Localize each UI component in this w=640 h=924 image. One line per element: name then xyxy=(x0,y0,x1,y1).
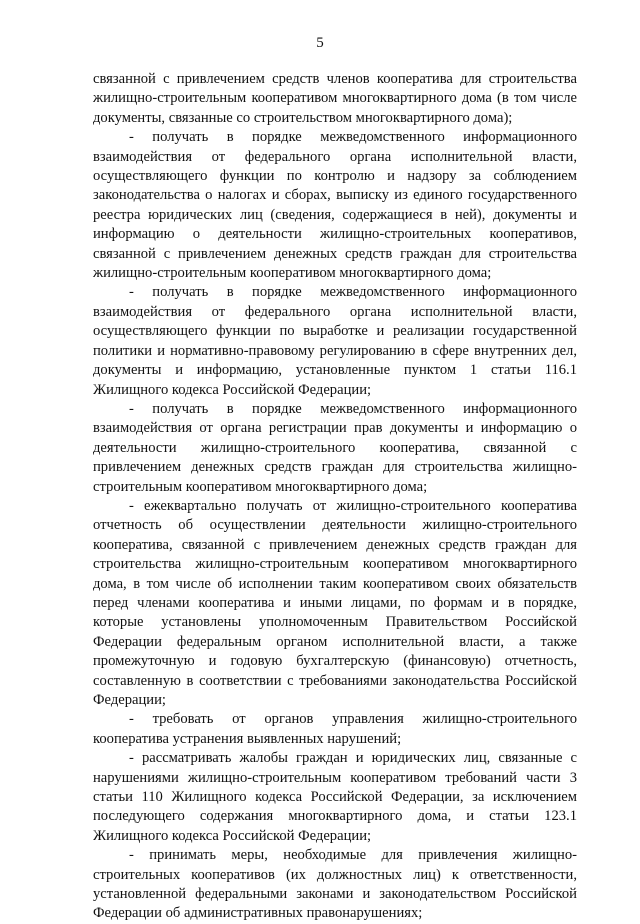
paragraph-continuation: связанной с привлечением средств членов кооператива для строительства жилищно-строительным кооперативом многоквартирного дома (в том числе документы, связанные со строительством многоквартирного дома); xyxy=(93,71,577,126)
paragraph-registration-authority-info: - получать в порядке межведомственного информационного взаимодействия от органа регистрации прав документы и информацию о деятельности жилищно-строительного кооператива, связанной с привлечением денежных средств граждан для строительства жилищно-строительным кооперативом многоквартирного дома; xyxy=(93,400,577,495)
paragraph-liability-measures: - принимать меры, необходимые для привлечения жилищно-строительных кооперативов (их должностных лиц) к ответственности, установленной федеральными законами и законодательством Российской Федерации об административных правонарушениях; xyxy=(93,847,577,922)
paragraph-complaints: - рассматривать жалобы граждан и юридических лиц, связанные с нарушениями жилищно-строительным кооперативом требований части 3 статьи 110 Жилищного кодекса Российской Федерации, за исключением последующего содержания многоквартирного дома, и статьи 123.1 Жилищного кодекса Российской Федерации; xyxy=(93,750,577,844)
paragraph-tax-authority-info: - получать в порядке межведомственного информационного взаимодействия от федерального органа исполнительной власти, осуществляющего функции по контролю и надзору за соблюдением законодательства о налогах и сборах, выписку из единого государственного реестра юридических лиц (сведения, содержащиеся в ней), документы и информацию о деятельности жилищно-строительных кооперативов, связанной с привлечением денежных средств граждан для строительства жилищно-строительным кооперативом многоквартирного дома; xyxy=(93,129,577,282)
paragraph-quarterly-reporting: - ежеквартально получать от жилищно-строительного кооператива отчетность об осуществлении деятельности жилищно-строительного кооператива, связанной с привлечением денежных средств граждан для строительства жилищно-строительным кооперативом многоквартирного дома, в том числе об исполнении таким кооперативом своих обязательств перед членами кооператива и иными лицами, по формам и в порядке, которые установлены уполномоченным Правительством Российской Федерации федеральным органом исполнительной власти, а также промежуточную и годовую бухгалтерскую (финансовую) отчетность, составленную в соответствии с требованиями законодательства Российской Федерации; xyxy=(93,497,577,708)
paragraph-demand-remedy: - требовать от органов управления жилищно-строительного кооператива устранения выявленных нарушений; xyxy=(93,711,577,747)
paragraph-internal-affairs-info: - получать в порядке межведомственного информационного взаимодействия от федерального органа исполнительной власти, осуществляющего функции по выработке и реализации государственной политики и нормативно-правовому регулированию в сфере внутренних дел, документы и информацию, установленные пунктом 1 статьи 116.1 Жилищного кодекса Российской Федерации; xyxy=(93,284,577,398)
document-body xyxy=(93,70,577,924)
page-number: 5 xyxy=(316,35,324,51)
